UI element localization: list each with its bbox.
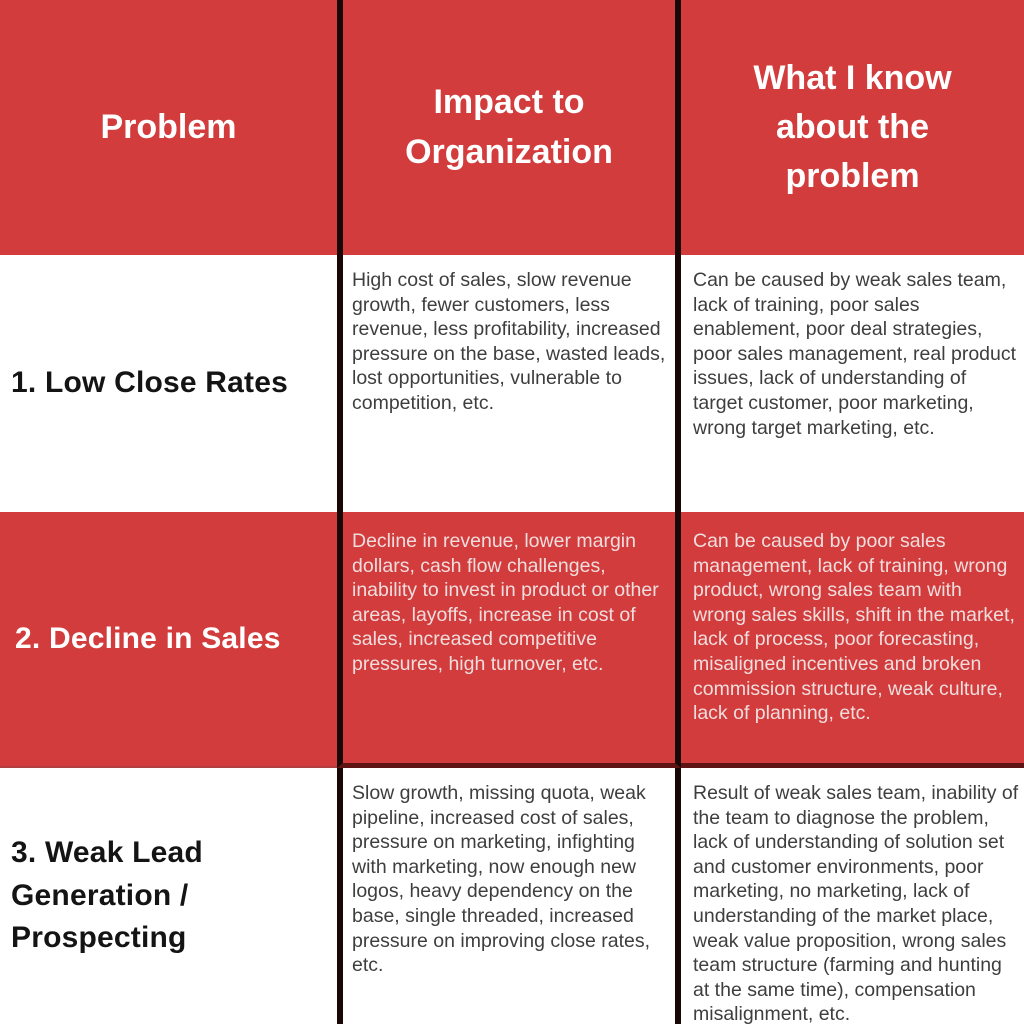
row2-impact-cell <box>337 512 681 768</box>
row2-problem-label: 2. Decline in Sales <box>15 621 281 655</box>
row3-problem-cell <box>0 768 337 1024</box>
row2-knowledge-cell <box>681 512 1024 768</box>
header-cell-knowledge <box>681 0 1024 255</box>
column-header-knowledge: What I know about the problem <box>753 58 952 196</box>
column-header-impact: Impact to Organization <box>405 83 613 171</box>
header-cell-impact <box>337 0 681 255</box>
row2-impact-text: Decline in revenue, lower margin dollars, cash flow challenges, inability to invest in product or other areas, layoffs, increase in cost of sales, increased competitive pressures, high turnover, etc. <box>352 530 659 675</box>
row3-impact-text: Slow growth, missing quota, weak pipeline, increased cost of sales, pressure on marketing, infighting with marketing, now enough new logos, heavy dependency on the base, single threaded, increased pressure on improving close rates, etc. <box>352 782 651 977</box>
row3-problem-label: 3. Weak Lead Generation / Prospecting <box>11 836 203 955</box>
header-cell-problem <box>0 0 337 255</box>
row3-impact-cell <box>337 768 681 1024</box>
row3-knowledge-text: Result of weak sales team, inability of the team to diagnose the problem, lack of understanding of solution set and customer environments, poor marketing, no marketing, lack of understanding of the market place, weak value proposition, wrong sales team structure (farming and hunting at the same time), compensation misalignment, etc. <box>693 782 1019 1024</box>
row1-problem-cell <box>0 255 337 512</box>
row1-knowledge-text: Can be caused by weak sales team, lack of training, poor sales enablement, poor deal strategies, poor sales management, real product issues, lack of understanding of target customer, poor marketing, wrong target marketing, etc. <box>693 269 1017 439</box>
row1-problem-label: 1. Low Close Rates <box>11 366 289 400</box>
row1-impact-text: High cost of sales, slow revenue growth, fewer customers, less revenue, less profitability, increased pressure on the base, wasted leads, lost opportunities, vulnerable to competition, etc. <box>352 269 666 414</box>
row2-problem-cell <box>0 512 337 768</box>
row1-knowledge-cell <box>681 255 1024 512</box>
row1-impact-cell <box>337 255 681 512</box>
row3-knowledge-cell <box>681 768 1024 1024</box>
column-header-problem: Problem <box>100 107 237 146</box>
row2-knowledge-text: Can be caused by poor sales management, lack of training, wrong product, wrong sales team with wrong sales skills, shift in the market, lack of process, poor forecasting, misaligned incentives and broken commission structure, weak culture, lack of planning, etc. <box>693 530 1015 725</box>
